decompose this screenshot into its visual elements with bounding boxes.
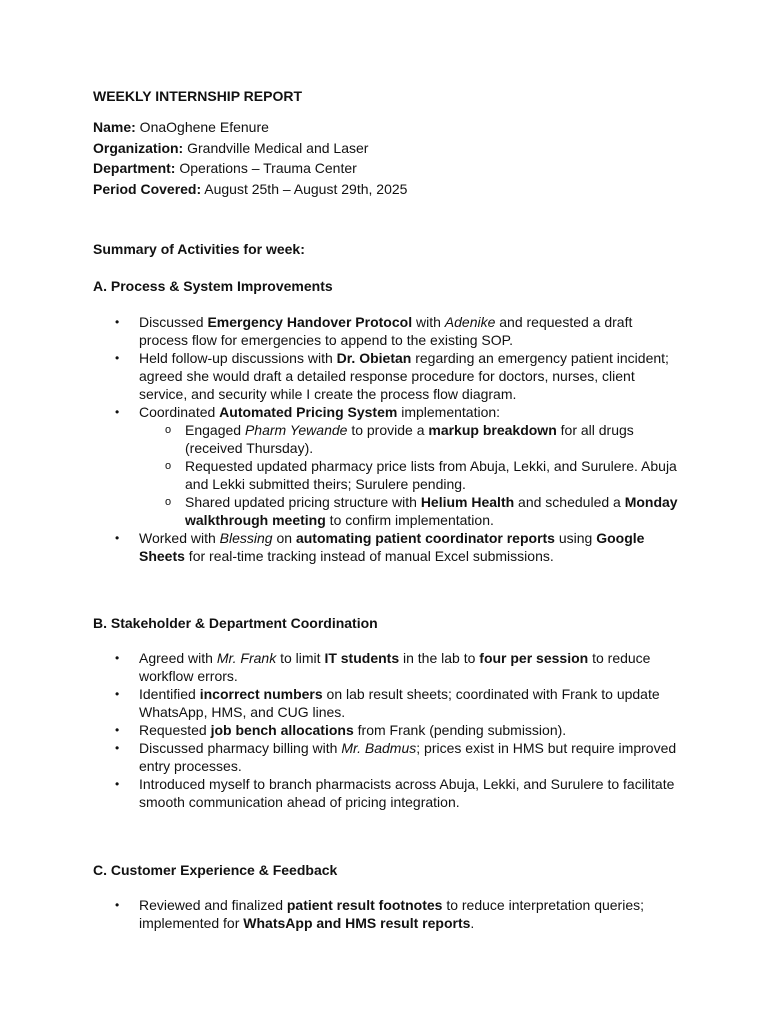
item-text: Requested [139, 722, 211, 738]
bullet-icon: • [115, 687, 120, 701]
item-bold: four per session [479, 650, 589, 666]
meta-period [93, 179, 733, 200]
item-bold: patient result footnotes [286, 897, 443, 913]
item-bold: IT students [324, 650, 400, 666]
section-a-list [115, 313, 684, 565]
item-text: Shared updated pricing structure with [185, 494, 421, 510]
item-text: regarding an emergency patient incident; agreed she would draft a detailed response procedure for doctors, nurses, client service, and security while I create the process flow diagram. [139, 350, 669, 402]
item-text: Worked with [139, 530, 220, 546]
item-text: Coordinated [139, 404, 220, 420]
item-bold: incorrect numbers [199, 686, 323, 702]
report-meta [93, 117, 733, 200]
section-b-heading: B. Stakeholder & Department Coordination [93, 615, 378, 631]
sub-list-item [165, 421, 684, 457]
item-italic: Adenike [444, 314, 496, 330]
meta-department [93, 158, 733, 179]
item-bold: Automated Pricing System [219, 404, 398, 420]
item-italic: Pharm Yewande [244, 422, 348, 438]
item-bold: job bench allocations [210, 722, 354, 738]
item-text: using [554, 530, 597, 546]
item-bold: automating patient coordinator reports [295, 530, 555, 546]
item-text: Discussed pharmacy billing with [139, 740, 342, 756]
meta-period-value: August 25th – August 29th, 2025 [201, 181, 408, 198]
list-item [115, 721, 684, 739]
item-italic: Blessing [219, 530, 273, 546]
sub-bullet-icon: o [165, 424, 172, 436]
bullet-icon: • [115, 531, 120, 545]
bullet-icon: • [115, 723, 120, 737]
item-text: in the lab to [399, 650, 480, 666]
item-text: from Frank (pending submission). [353, 722, 567, 738]
bullet-icon: • [115, 315, 120, 329]
item-text: ; prices exist in HMS but require improved entry processes. [139, 740, 677, 774]
item-text: on lab result sheets; coordinated with Frank to update WhatsApp, HMS, and CUG lines. [139, 686, 660, 720]
bullet-icon: • [115, 898, 120, 912]
bullet-icon: • [115, 741, 120, 755]
item-text: on [272, 530, 296, 546]
item-text: Discussed [139, 314, 208, 330]
item-bold: Helium Health [420, 494, 515, 510]
item-bold: markup breakdown [428, 422, 557, 438]
item-text: to reduce workflow errors. [139, 650, 651, 684]
item-text: Identified [139, 686, 200, 702]
section-c-heading: C. Customer Experience & Feedback [93, 862, 338, 878]
item-bold: Dr. Obietan [336, 350, 412, 366]
item-text: to provide a [347, 422, 429, 438]
section-b-list [115, 649, 684, 811]
meta-period-label: Period Covered: [93, 181, 202, 198]
sub-bullet-icon: o [165, 496, 172, 508]
item-text: Requested updated pharmacy price lists from Abuja, Lekki, and Surulere. Abuja and Lekki submitted theirs; Surulere pending. [185, 458, 677, 492]
item-text: Introduced myself to branch pharmacists across Abuja, Lekki, and Surulere to facilitate smooth communication ahead of pricing integration. [139, 776, 675, 810]
report-title: WEEKLY INTERNSHIP REPORT [93, 88, 303, 104]
item-text: to limit [276, 650, 325, 666]
meta-organization [93, 138, 733, 159]
list-item [115, 649, 684, 685]
section-a-heading: A. Process & System Improvements [93, 278, 333, 294]
item-text: . [470, 915, 475, 931]
list-item [115, 529, 684, 565]
list-item [115, 349, 684, 403]
bullet-icon: • [115, 651, 120, 665]
item-bold: Google Sheets [139, 530, 645, 564]
item-text: Reviewed and finalized [139, 897, 287, 913]
item-text: and requested a draft process flow for emergencies to append to the existing SOP. [139, 314, 633, 348]
section-c-list [115, 896, 684, 932]
sub-list-item [165, 457, 684, 493]
bullet-icon: • [115, 351, 120, 365]
list-item [115, 685, 684, 721]
list-item [115, 896, 684, 932]
summary-heading: Summary of Activities for week: [93, 241, 305, 257]
meta-dept-label: Department: [93, 160, 176, 177]
meta-dept-value: Operations – Trauma Center [175, 160, 357, 177]
item-text: for real-time tracking instead of manual Excel submissions. [184, 548, 554, 564]
meta-name [93, 117, 733, 138]
meta-name-value: OnaOghene Efenure [135, 119, 269, 135]
item-text: to reduce interpretation queries; implemented for [139, 897, 645, 931]
list-item [115, 403, 684, 529]
item-bold: Monday walkthrough meeting [185, 494, 678, 528]
item-text: implementation: [397, 404, 501, 420]
item-text: Engaged [185, 422, 245, 438]
item-italic: Mr. Frank [216, 650, 277, 666]
item-bold: WhatsApp and HMS result reports [243, 915, 471, 931]
list-item [115, 739, 684, 775]
bullet-icon: • [115, 405, 120, 419]
item-text: for all drugs (received Thursday). [185, 422, 634, 456]
item-text: Agreed with [139, 650, 217, 666]
meta-org-value: Grandville Medical and Laser [183, 139, 369, 156]
meta-name-label: Name: [93, 119, 136, 135]
item-text: to confirm implementation. [325, 512, 494, 528]
item-text: with [412, 314, 445, 330]
item-bold: Emergency Handover Protocol [207, 314, 413, 330]
list-item [115, 313, 684, 349]
item-italic: Mr. Badmus [341, 740, 417, 756]
meta-org-label: Organization: [93, 139, 184, 156]
item-text: and scheduled a [514, 494, 625, 510]
sub-list [165, 421, 684, 529]
sub-bullet-icon: o [165, 460, 172, 472]
item-text: Held follow-up discussions with [139, 350, 337, 366]
sub-list-item [165, 493, 684, 529]
bullet-icon: • [115, 777, 120, 791]
list-item [115, 775, 684, 811]
